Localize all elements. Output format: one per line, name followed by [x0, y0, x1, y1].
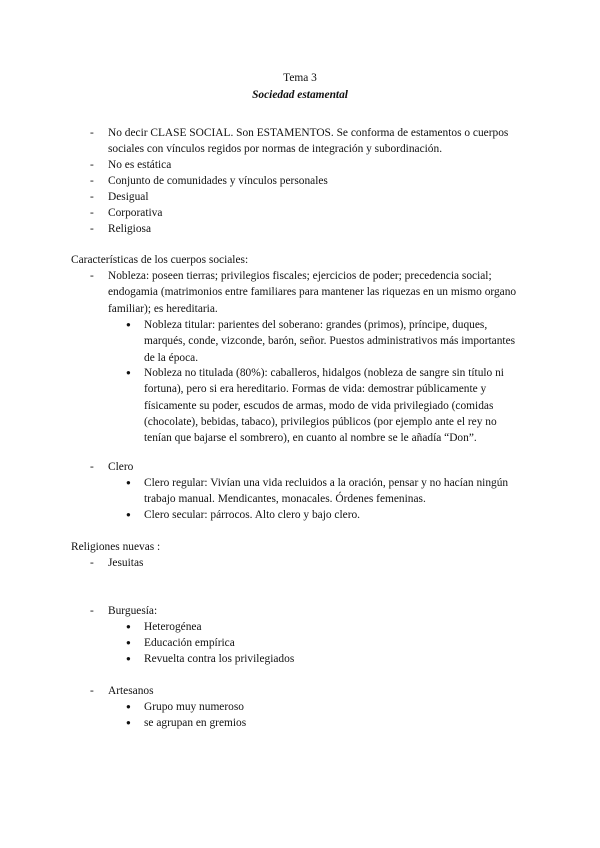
burguesia-item: Burguesía:	[108, 605, 158, 617]
section-heading: Características de los cuerpos sociales:	[71, 254, 249, 266]
dash-bullet: -	[90, 223, 94, 235]
section-heading: Religiones nuevas :	[71, 541, 161, 553]
list-item: se agrupan en gremios	[144, 717, 247, 729]
list-item: Educación empírica	[144, 637, 235, 649]
dash-bullet: -	[90, 127, 94, 139]
list-item: No decir CLASE SOCIAL. Son ESTAMENTOS. Se conforma de estamentos o cuerpos sociales con vínculos regidos por normas de integración y subordinación.	[108, 127, 509, 156]
dash-bullet: -	[90, 175, 94, 187]
dot-bullet: ●	[126, 368, 131, 377]
dot-bullet: ●	[126, 702, 131, 711]
dot-bullet: ●	[126, 622, 131, 631]
list-item: Jesuitas	[108, 557, 144, 569]
dot-bullet: ●	[126, 654, 131, 663]
dash-bullet: -	[90, 461, 94, 473]
clero-item: Clero	[108, 461, 134, 473]
artesanos-item: Artesanos	[108, 685, 154, 697]
list-item: Corporativa	[108, 207, 163, 219]
list-item: Clero secular: párrocos. Alto clero y bajo clero.	[144, 509, 361, 521]
list-item: Nobleza titular: parientes del soberano: grandes (primos), príncipe, duques, marqués, conde, vizconde, barón, señor. Puestos administrativos más importantes de la época.	[144, 319, 516, 364]
nobleza-item: Nobleza: poseen tierras; privilegios fiscales; ejercicios de poder; precedencia social; endogamia (matrimonios entre familiares para mantener las riquezas en un mismo organo familiar); es hereditaria.	[108, 270, 517, 315]
dash-bullet: -	[90, 270, 94, 282]
dot-bullet: ●	[126, 510, 131, 519]
dot-bullet: ●	[126, 718, 131, 727]
dot-bullet: ●	[126, 638, 131, 647]
list-item: Heterogénea	[144, 621, 202, 633]
dash-bullet: -	[90, 159, 94, 171]
dot-bullet: ●	[126, 320, 131, 329]
page-subtitle: Sociedad estamental	[252, 89, 348, 101]
list-item: Clero regular: Vivían una vida recluidos a la oración, pensar y no hacían ningún trabajo manual. Mendicantes, monacales. Órdenes femeninas.	[144, 477, 509, 506]
dash-bullet: -	[90, 207, 94, 219]
list-item: Nobleza no titulada (80%): caballeros, hidalgos (nobleza de sangre sin título ni fortuna), pero si era hereditario. Formas de vida: demostrar públicamente y físicamente su poder, escudos de armas, modo de vida privilegiado (comidas (chocolate), bebidas, tabaco), privilegios públicos (por ejemplo ante el rey no tenían que bajarse el sombrero), en cuanto al nombre se le añadía “Don”.	[144, 367, 504, 445]
dash-bullet: -	[90, 557, 94, 569]
list-item: Conjunto de comunidades y vínculos personales	[108, 175, 328, 187]
list-item: No es estática	[108, 159, 172, 171]
dash-bullet: -	[90, 685, 94, 697]
list-item: Revuelta contra los privilegiados	[144, 653, 295, 665]
dash-bullet: -	[90, 605, 94, 617]
dot-bullet: ●	[126, 478, 131, 487]
list-item: Desigual	[108, 191, 149, 203]
list-item: Religiosa	[108, 223, 152, 235]
list-item: Grupo muy numeroso	[144, 701, 244, 713]
dash-bullet: -	[90, 191, 94, 203]
page-title: Tema 3	[283, 72, 317, 84]
